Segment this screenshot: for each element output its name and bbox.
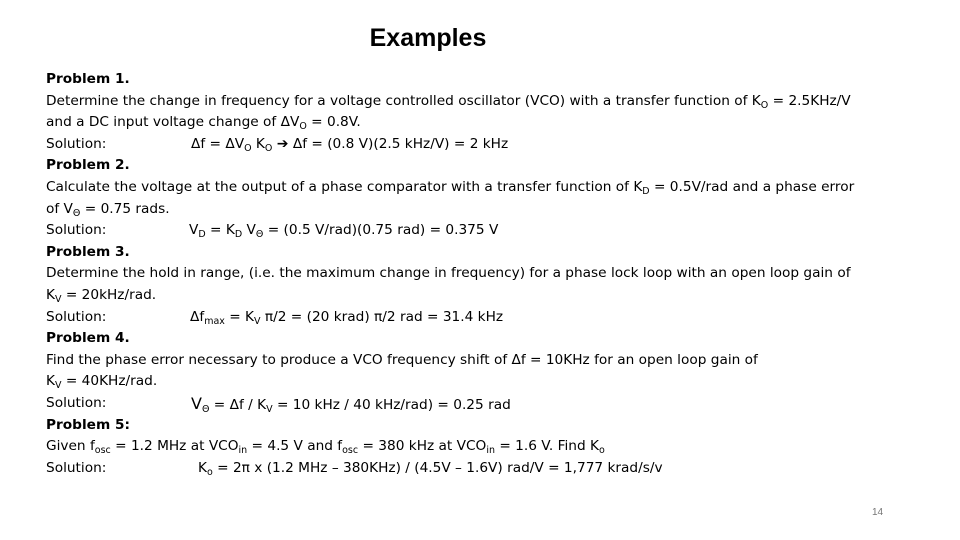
subscript: O	[760, 99, 769, 111]
solution-label: Solution:	[46, 135, 107, 152]
problem-1-question-line-1	[46, 91, 916, 113]
text: Δf	[190, 308, 205, 325]
problem-3-solution	[46, 307, 916, 329]
subscript: O	[299, 121, 307, 133]
text: Calculate the voltage at the output of a phase comparator with a transfer function of K	[46, 178, 643, 195]
text: Determine the change in frequency for a voltage controlled oscillator (VCO) with a transfer function of K	[46, 92, 761, 109]
problem-3-heading: Problem 3.	[46, 243, 130, 260]
text: = 2.5KHz/V	[768, 92, 851, 109]
text: = 40KHz/rad.	[61, 373, 158, 390]
text: Δf = ΔV	[191, 135, 245, 152]
problem-4-question-line-1: Find the phase error necessary to produce a VCO frequency shift of Δf = 10KHz for an open loop gain of	[46, 351, 758, 368]
problem-4-heading: Problem 4.	[46, 330, 130, 347]
problem-1-solution	[46, 134, 916, 156]
problem-1-equation	[191, 134, 508, 156]
text: Δf = (0.8 V)(2.5 kHz/V) = 2 kHz	[288, 135, 509, 152]
problem-1-heading: Problem 1.	[46, 71, 130, 87]
problem-5-question-line-1	[46, 436, 916, 458]
text: = 10 kHz / 40 kHz/rad) = 0.25 rad	[272, 396, 511, 413]
text: V	[191, 393, 202, 413]
solution-label: Solution:	[46, 394, 107, 411]
subscript: O	[244, 142, 252, 154]
problem-2-heading: Problem 2.	[46, 157, 130, 174]
text: V	[242, 222, 256, 239]
subscript: V	[254, 315, 261, 327]
subscript: V	[54, 380, 62, 392]
problem-2-question-line-2	[46, 199, 916, 221]
problem-2-solution	[46, 220, 916, 242]
text: = 0.5V/rad and a phase error	[649, 178, 855, 195]
text: K	[46, 286, 55, 303]
text: = 2π x (1.2 MHz – 380KHz) / (4.5V – 1.6V) rad/V = 1,777 krad/s/v	[212, 459, 663, 476]
problem-4-equation	[191, 393, 511, 417]
problem-5-equation	[198, 458, 663, 480]
subscript: in	[486, 445, 495, 457]
subscript: V	[266, 403, 273, 415]
subscript: D	[198, 229, 206, 241]
text: and a DC input voltage change of ΔV	[46, 114, 300, 131]
text: K	[198, 459, 207, 476]
subscript: osc	[342, 445, 359, 457]
text: = 4.5 V and f	[247, 438, 343, 455]
arrow-right-icon: ➔	[276, 135, 289, 152]
subscript: o	[206, 466, 213, 478]
subscript: max	[204, 315, 225, 327]
text: = 1.2 MHz at VCO	[110, 438, 239, 455]
subscript: D	[642, 185, 650, 197]
text: = 20kHz/rad.	[61, 286, 157, 303]
text: = K	[224, 308, 255, 325]
problem-3-equation	[190, 307, 503, 329]
subscript: D	[234, 229, 243, 241]
text: K	[251, 135, 265, 152]
problem-3-question-line-2	[46, 285, 916, 307]
text: = 1.6 V. Find K	[495, 438, 599, 455]
subscript: Θ	[72, 207, 81, 219]
text: = Δf / K	[209, 396, 267, 413]
problem-2-question-line-1	[46, 177, 916, 199]
subscript: Θ	[255, 229, 264, 241]
subscript: Θ	[201, 403, 210, 415]
slide-body	[46, 69, 916, 479]
problem-3-question-line-1: Determine the hold in range, (i.e. the maximum change in frequency) for a phase lock loop with an open loop gain of	[46, 265, 851, 282]
problem-5-heading: Problem 5:	[46, 416, 130, 433]
text: π/2 = (20 krad) π/2 rad = 31.4 kHz	[260, 308, 504, 325]
problem-4-question-line-2	[46, 371, 916, 393]
subscript: osc	[94, 445, 111, 457]
text: V	[189, 222, 199, 239]
text: = 380 kHz at VCO	[358, 438, 487, 455]
text: of V	[46, 200, 73, 217]
problem-5-solution	[46, 458, 916, 480]
page-number: 14	[872, 507, 884, 518]
subscript: V	[54, 293, 62, 305]
problem-2-equation	[189, 220, 498, 242]
text: = 0.75 rads.	[80, 200, 170, 217]
subscript: O	[264, 142, 273, 154]
subscript: o	[598, 445, 605, 457]
solution-label: Solution:	[46, 308, 107, 325]
text: K	[46, 373, 55, 390]
solution-label: Solution:	[46, 222, 107, 239]
solution-label: Solution:	[46, 459, 107, 476]
text: = (0.5 V/rad)(0.75 rad) = 0.375 V	[263, 222, 499, 239]
text: = K	[205, 222, 235, 239]
subscript: in	[238, 445, 248, 457]
slide-title: Examples	[369, 24, 487, 52]
text: = 0.8V.	[306, 114, 361, 131]
problem-4-solution	[46, 393, 916, 415]
text: Given f	[46, 438, 95, 455]
problem-1-question-line-2	[46, 112, 916, 134]
